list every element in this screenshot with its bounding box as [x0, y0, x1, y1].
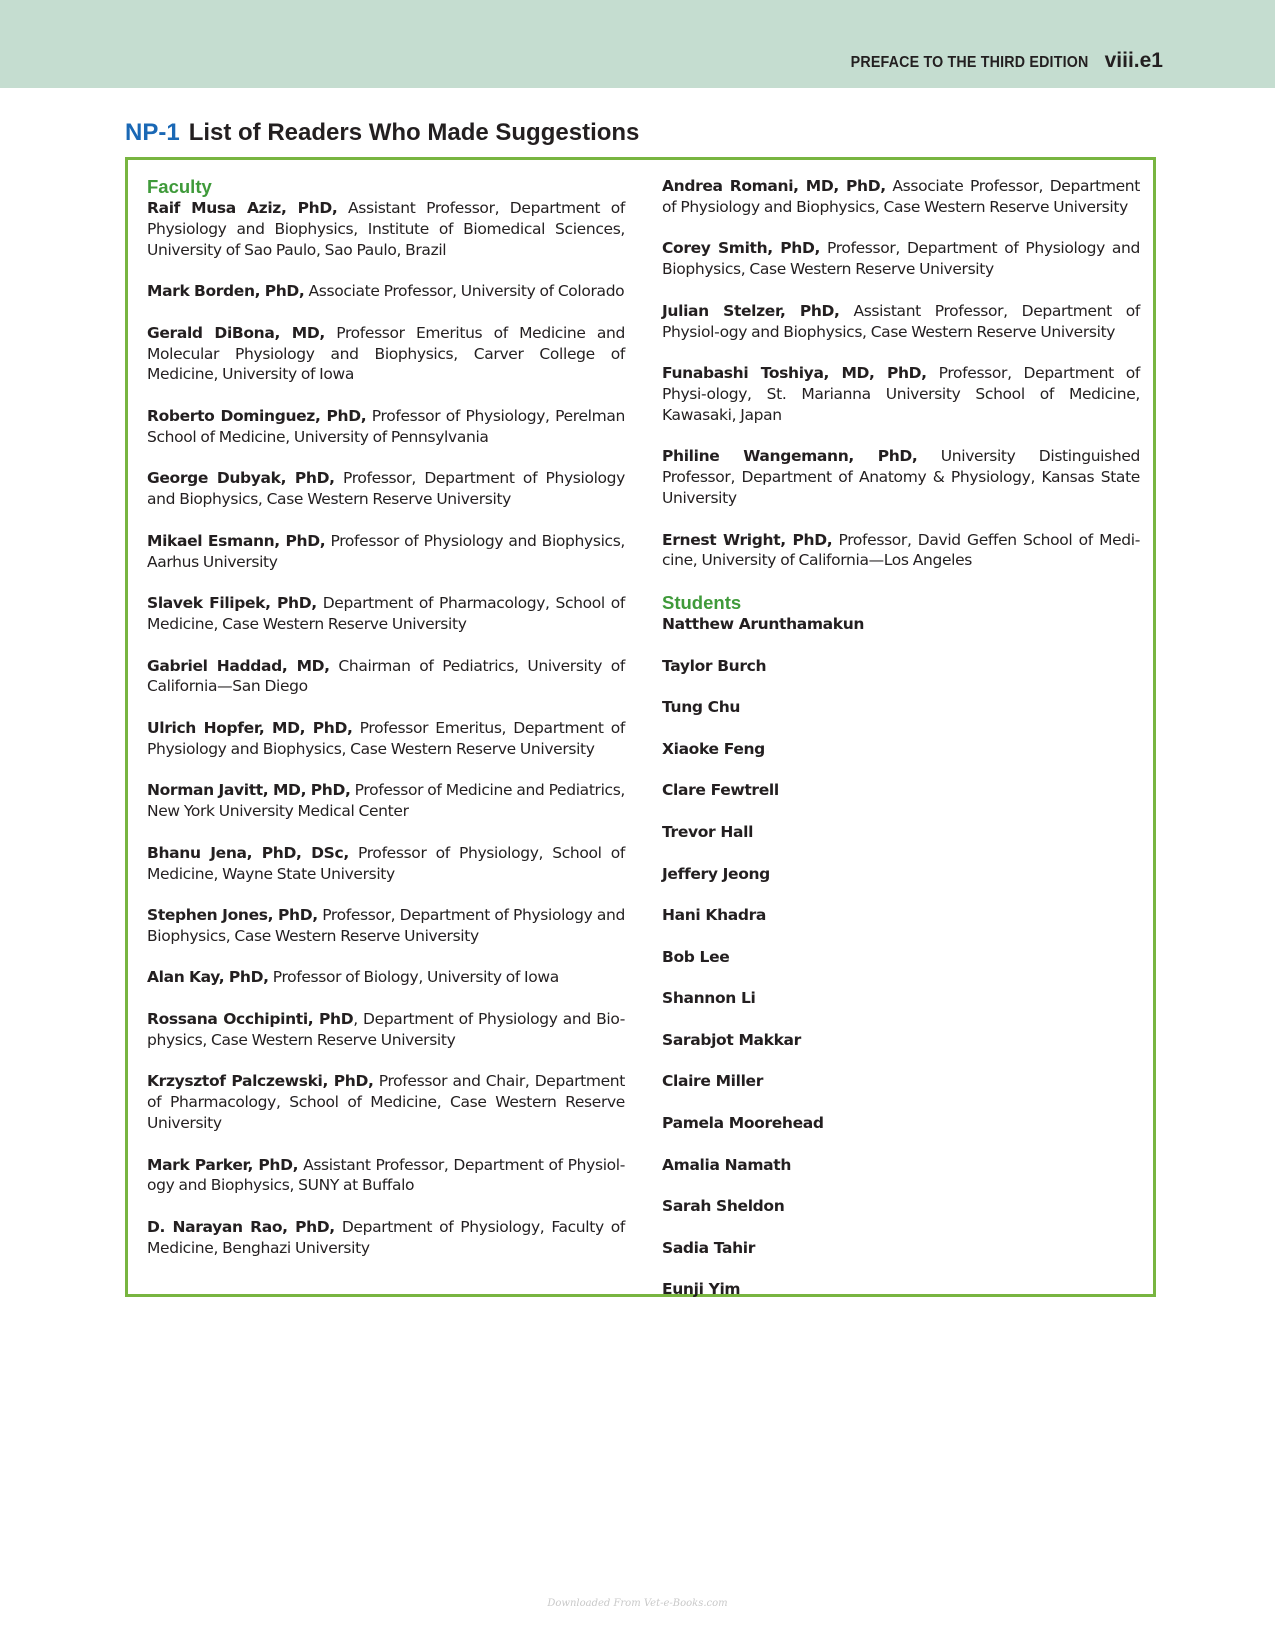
faculty-entry: [147, 281, 625, 302]
box-title: [125, 119, 639, 147]
faculty-name: Mikael Esmann, PhD,: [147, 531, 326, 550]
faculty-entry: [147, 1217, 625, 1259]
faculty-name: Roberto Dominguez, PhD,: [147, 406, 367, 425]
faculty-entry: [147, 656, 625, 698]
faculty-entry: [662, 176, 1140, 218]
faculty-name: Slavek Filipek, PhD,: [147, 594, 317, 613]
faculty-name: Funabashi Toshiya, MD, PhD,: [662, 364, 927, 383]
faculty-affiliation: Professor and Chair, Department of Pharmacology, School of Medicine, Case Western Reserve University: [147, 1072, 625, 1133]
faculty-entry: [147, 1071, 625, 1133]
faculty-affiliation: Professor Emeritus of Medicine and Molecular Physiology and Biophysics, Carver College of Medicine, University of Iowa: [147, 323, 625, 384]
faculty-name: Julian Stelzer, PhD,: [662, 301, 840, 320]
faculty-entry: [662, 530, 1140, 572]
students-heading: Students: [662, 591, 742, 613]
faculty-name: Philine Wangemann, PhD,: [662, 447, 918, 466]
box-title-text: List of Readers Who Made Suggestions: [188, 119, 640, 146]
student-name: Xiaoke Feng: [662, 739, 765, 758]
faculty-name: Gerald DiBona, MD,: [147, 323, 325, 342]
student-name: Sarabjot Makkar: [662, 1030, 801, 1049]
faculty-entry: [662, 446, 1140, 508]
student-name: Shannon Li: [662, 989, 756, 1008]
running-head: [830, 49, 1163, 73]
faculty-name: Bhanu Jena, PhD, DSc,: [147, 843, 349, 862]
faculty-affiliation: Professor, David Geffen School of Medi-cine, University of California—Los Angeles: [662, 530, 1140, 570]
faculty-affiliation: Professor, Department of Physiology and Biophysics, Case Western Reserve University: [662, 239, 1140, 279]
running-title: PREFACE TO THE THIRD EDITION: [850, 54, 1089, 71]
faculty-entry: [147, 1155, 625, 1197]
faculty-name: Norman Javitt, MD, PhD,: [147, 781, 351, 800]
student-name: Eunji Yim: [662, 1280, 741, 1299]
faculty-entry: [147, 531, 625, 573]
faculty-affiliation: Professor of Physiology, Perelman School of Medicine, University of Pennsylvania: [147, 406, 625, 446]
faculty-name: Alan Kay, PhD,: [147, 968, 269, 987]
student-name: Claire Miller: [662, 1072, 763, 1091]
student-name: Natthew Arunthamakun: [662, 614, 865, 633]
faculty-affiliation: Associate Professor, University of Colorado: [304, 282, 625, 301]
students-list: [662, 614, 1140, 1300]
faculty-list-right: [662, 176, 1140, 571]
faculty-name: Gabriel Haddad, MD,: [147, 656, 330, 675]
faculty-affiliation: Professor, Department of Physiology and Biophysics, Case Western Reserve University: [147, 906, 625, 945]
faculty-affiliation: Associate Professor, Department of Physiology and Biophysics, Case Western Reserve University: [662, 177, 1140, 216]
header-band: [0, 0, 1275, 88]
faculty-column-left: [147, 176, 625, 1279]
faculty-affiliation: Department of Physiology, Faculty of Medicine, Benghazi University: [147, 1218, 625, 1257]
faculty-name: George Dubyak, PhD,: [147, 469, 335, 488]
faculty-name: Krzysztof Palczewski, PhD,: [147, 1072, 374, 1091]
faculty-name: Stephen Jones, PhD,: [147, 906, 318, 925]
faculty-affiliation: Professor of Medicine and Pediatrics, New York University Medical Center: [147, 781, 625, 821]
faculty-affiliation: Professor of Physiology, School of Medicine, Wayne State University: [147, 843, 626, 883]
faculty-heading: Faculty: [147, 176, 212, 197]
faculty-entry: [662, 238, 1140, 280]
page-number: viii.e1: [1104, 49, 1163, 72]
faculty-affiliation: Department of Pharmacology, School of Medicine, Case Western Reserve University: [147, 594, 625, 633]
student-name: Tung Chu: [662, 698, 741, 717]
faculty-name: Mark Parker, PhD,: [147, 1155, 299, 1174]
faculty-name: Raif Musa Aziz, PhD,: [147, 199, 338, 217]
faculty-name: Corey Smith, PhD,: [662, 239, 821, 258]
faculty-list-left: [147, 198, 625, 1259]
faculty-name: Rossana Occhipinti, PhD: [147, 1010, 354, 1029]
faculty-entry: [662, 363, 1140, 425]
faculty-affiliation: Assistant Professor, Department of Physiol-ogy and Biophysics, SUNY at Buffalo: [147, 1155, 625, 1195]
faculty-affiliation: , Department of Physiology and Bio-physics, Case Western Reserve University: [147, 1010, 625, 1049]
faculty-affiliation: Professor of Physiology and Biophysics, Aarhus University: [147, 531, 625, 571]
student-name: Jeffery Jeong: [662, 864, 770, 883]
faculty-entry: [147, 843, 625, 885]
faculty-name: Ernest Wright, PhD,: [662, 530, 833, 549]
faculty-name: Andrea Romani, MD, PhD,: [662, 177, 886, 195]
faculty-affiliation: University Distinguished Professor, Department of Anatomy & Physiology, Kansas State University: [662, 447, 1140, 507]
student-name: Pamela Moorehead: [662, 1114, 824, 1133]
faculty-entry: [147, 905, 625, 947]
faculty-affiliation: Professor, Department of Physi-ology, St. Marianna University School of Medicine, Kawasaki, Japan: [662, 364, 1140, 424]
faculty-affiliation: Assistant Professor, Department of Physiology and Biophysics, Institute of Biomedical Sciences, University of Sao Paulo, Sao Paulo, Brazil: [147, 199, 625, 259]
faculty-name: D. Narayan Rao, PhD,: [147, 1218, 335, 1237]
student-name: Hani Khadra: [662, 906, 767, 925]
faculty-entry: [147, 967, 625, 988]
student-name: Taylor Burch: [662, 656, 767, 675]
student-name: Trevor Hall: [662, 822, 754, 841]
faculty-affiliation: Professor, Department of Physiology and Biophysics, Case Western Reserve University: [147, 469, 625, 509]
faculty-affiliation: Assistant Professor, Department of Physiol-ogy and Biophysics, Case Western Reserve University: [662, 301, 1140, 341]
faculty-entry: [147, 468, 625, 510]
faculty-entry: [147, 1009, 625, 1051]
faculty-entry: [147, 198, 625, 260]
student-name: Bob Lee: [662, 947, 730, 966]
student-name: Sadia Tahir: [662, 1238, 756, 1257]
student-name: Amalia Namath: [662, 1155, 792, 1174]
faculty-entry: [147, 323, 625, 385]
watermark: Downloaded From Vet-e-Books.com: [547, 1598, 728, 1609]
faculty-affiliation: Professor Emeritus, Department of Physiology and Biophysics, Case Western Reserve University: [147, 718, 625, 758]
faculty-entry: [662, 301, 1140, 343]
faculty-entry: [147, 780, 625, 822]
student-name: Clare Fewtrell: [662, 781, 779, 800]
faculty-name: Ulrich Hopfer, MD, PhD,: [147, 718, 353, 737]
faculty-name: Mark Borden, PhD,: [147, 282, 305, 301]
faculty-entry: [147, 718, 625, 760]
faculty-affiliation: Professor of Biology, University of Iowa: [268, 968, 559, 987]
box-id: NP-1: [125, 119, 180, 146]
faculty-affiliation: Chairman of Pediatrics, University of California—San Diego: [147, 656, 625, 696]
faculty-entry: [147, 593, 625, 635]
student-name: Sarah Sheldon: [662, 1197, 785, 1216]
faculty-entry: [147, 406, 625, 448]
faculty-column-right: [662, 176, 1140, 1321]
